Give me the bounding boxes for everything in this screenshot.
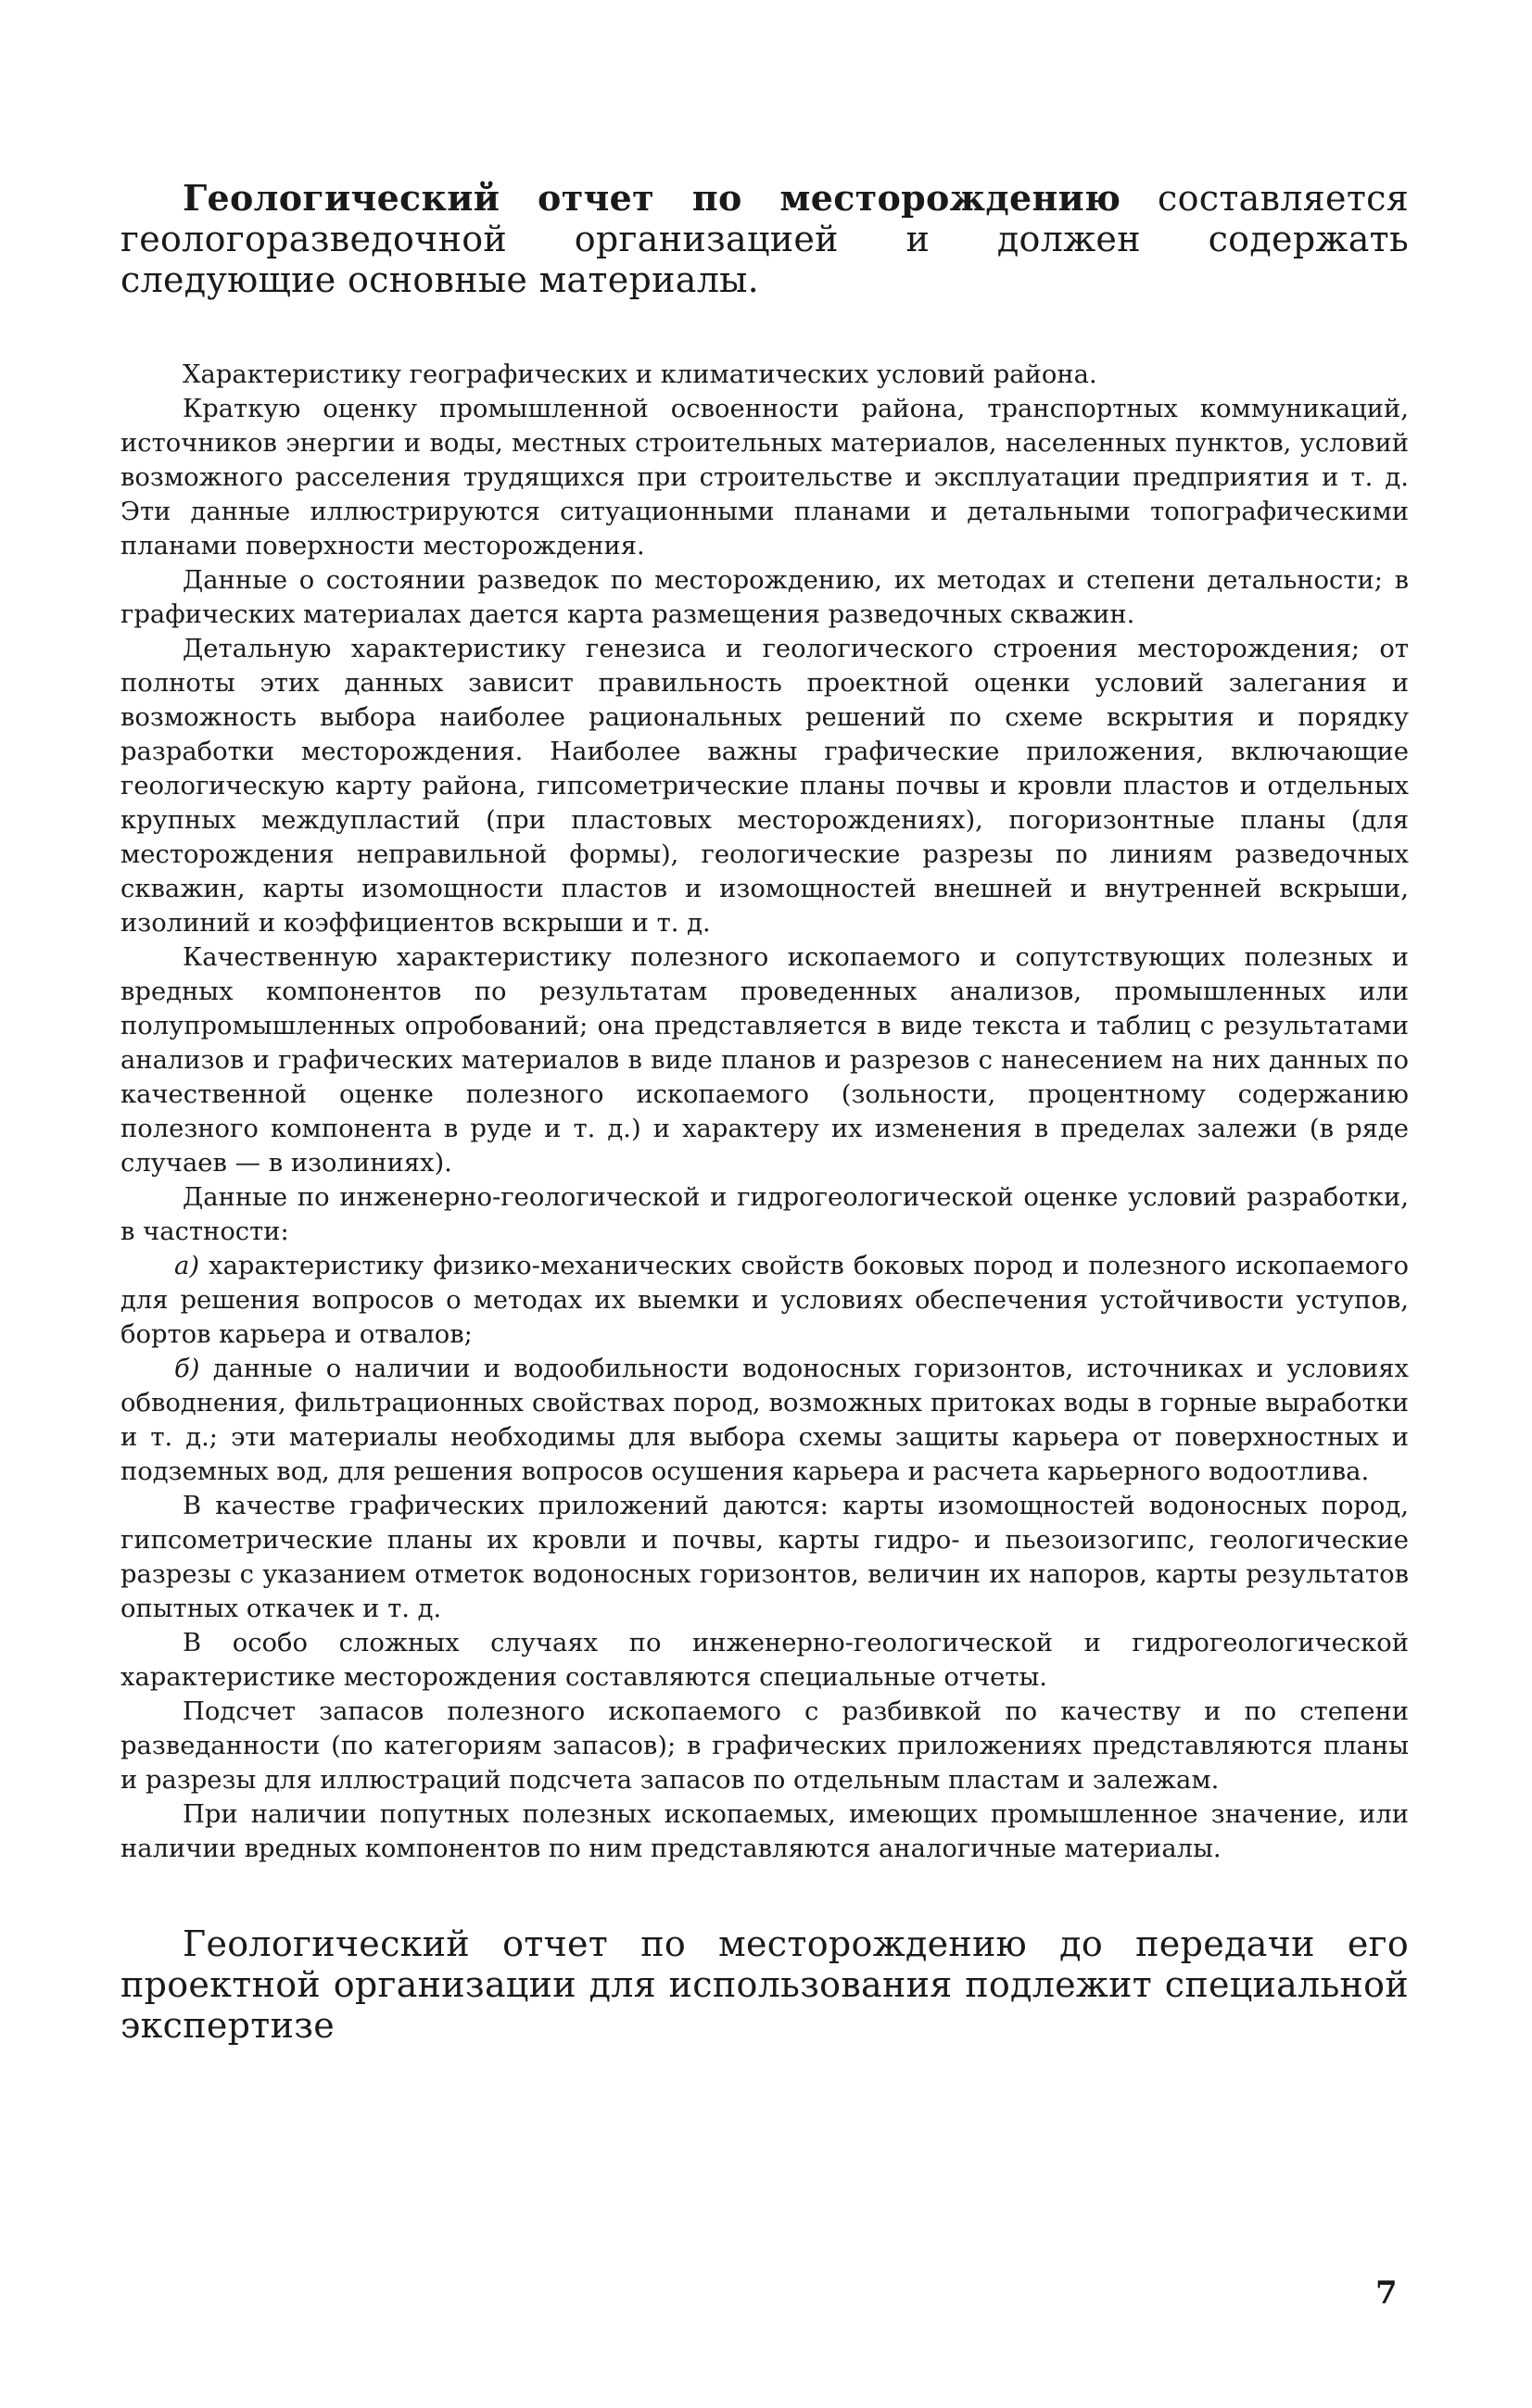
list-item: Качественную характеристику полезного ископаемого и сопутствующих полезных и вредных компонентов по результатам проведенных анализов, промышленных или полупромышленных опробований; она представляется в виде текста и таблиц с результатами анализов и графических материалов в виде планов и разрезов с нанесением на них данных по качественной оценке полезного ископаемого (зольности, процентному содержанию полезного компонента в руде и т. д.) и характеру их изменения в пределах залежи (в ряде случаев — в изолиниях).: [120, 943, 1409, 1178]
list-item: Подсчет запасов полезного ископаемого с разбивкой по качеству и по степени разведанности (по категориям запасов); в графических приложениях представляются планы и разрезы для иллюстраций подсчета запасов по отдельным пластам и залежам.: [120, 1697, 1409, 1795]
closing-paragraph: Геологический отчет по месторождению до передачи его проектной организации для использования подлежит специальной экспертизе: [120, 1923, 1409, 2046]
sub-item-text: характеристику физико-механических свойств боковых пород и полезного ископаемого для решения вопросов о методах их выемки и условиях обеспечения устойчивости уступов, бортов карьера и отвалов;: [120, 1252, 1409, 1349]
page-number: 7: [1375, 2275, 1398, 2312]
list-item: Краткую оценку промышленной освоенности района, транспортных коммуникаций, источников энергии и воды, местных строительных материалов, населенных пунктов, условий возможного расселения трудящихся при строительстве и эксплуатации предприятия и т. д. Эти данные иллюстрируются ситуационными планами и детальными топографическими планами поверхности месторождения.: [120, 395, 1409, 561]
list-item: При наличии попутных полезных ископаемых, имеющих промышленное значение, или наличии вредных компонентов по ним представляются аналогичные материалы.: [120, 1800, 1409, 1863]
sub-item-marker: б): [174, 1355, 200, 1383]
intro-paragraph: [120, 178, 1409, 300]
sub-item-a: [120, 1249, 1409, 1352]
intro-lead: Геологический отчет по месторождению: [183, 177, 1121, 219]
list-item: В особо сложных случаях по инженерно-геологической и гидрогеологической характеристике месторождения составляются специальные отчеты.: [120, 1629, 1409, 1692]
list-item: Характеристику географических и климатических условий района.: [183, 360, 1097, 389]
list-item: Данные по инженерно-геологической и гидрогеологической оценке условий разработки, в частности:: [120, 1183, 1409, 1246]
list-item: Детальную характеристику генезиса и геологического строения месторождения; от полноты этих данных зависит правильность проектной оценки условий залегания и возможность выбора наиболее рациональных решений по схеме вскрытия и порядку разработки месторождения. Наиболее важны графические приложения, включающие геологическую карту района, гипсометрические планы почвы и кровли пластов и отдельных крупных междупластий (при пластовых месторождениях), погоризонтные планы (для месторождения неправильной формы), геологические разрезы по линиям разведочных скважин, карты изомощности пластов и изомощностей внешней и внутренней вскрыши, изолиний и коэффициентов вскрыши и т. д.: [120, 635, 1409, 938]
intro-rest: составляется геологоразведочной организацией и должен содержать следующие основные материалы.: [120, 178, 1409, 300]
sub-item-b: [120, 1352, 1409, 1489]
sub-item-marker: а): [174, 1252, 200, 1280]
page-content: [120, 178, 1409, 2081]
list-item: Данные о состоянии разведок по месторождению, их методах и степени детальности; в графических материалах дается карта размещения разведочных скважин.: [120, 566, 1409, 629]
sub-item-text: данные о наличии и водообильности водоносных горизонтов, источниках и условиях обводнения, фильтрационных свойствах пород, возможных притоках воды в горные выработки и т. д.; эти материалы необходимы для выбора схемы защиты карьера от поверхностных и подземных вод, для решения вопросов осушения карьера и расчета карьерного водоотлива.: [120, 1355, 1409, 1486]
list-item: В качестве графических приложений даются: карты изомощностей водоносных пород, гипсометрические планы их кровли и почвы, карты гидро- и пьезоизогипс, геологические разрезы с указанием отметок водоносных горизонтов, величин их напоров, карты результатов опытных откачек и т. д.: [120, 1492, 1409, 1623]
materials-list: [120, 358, 1409, 1866]
